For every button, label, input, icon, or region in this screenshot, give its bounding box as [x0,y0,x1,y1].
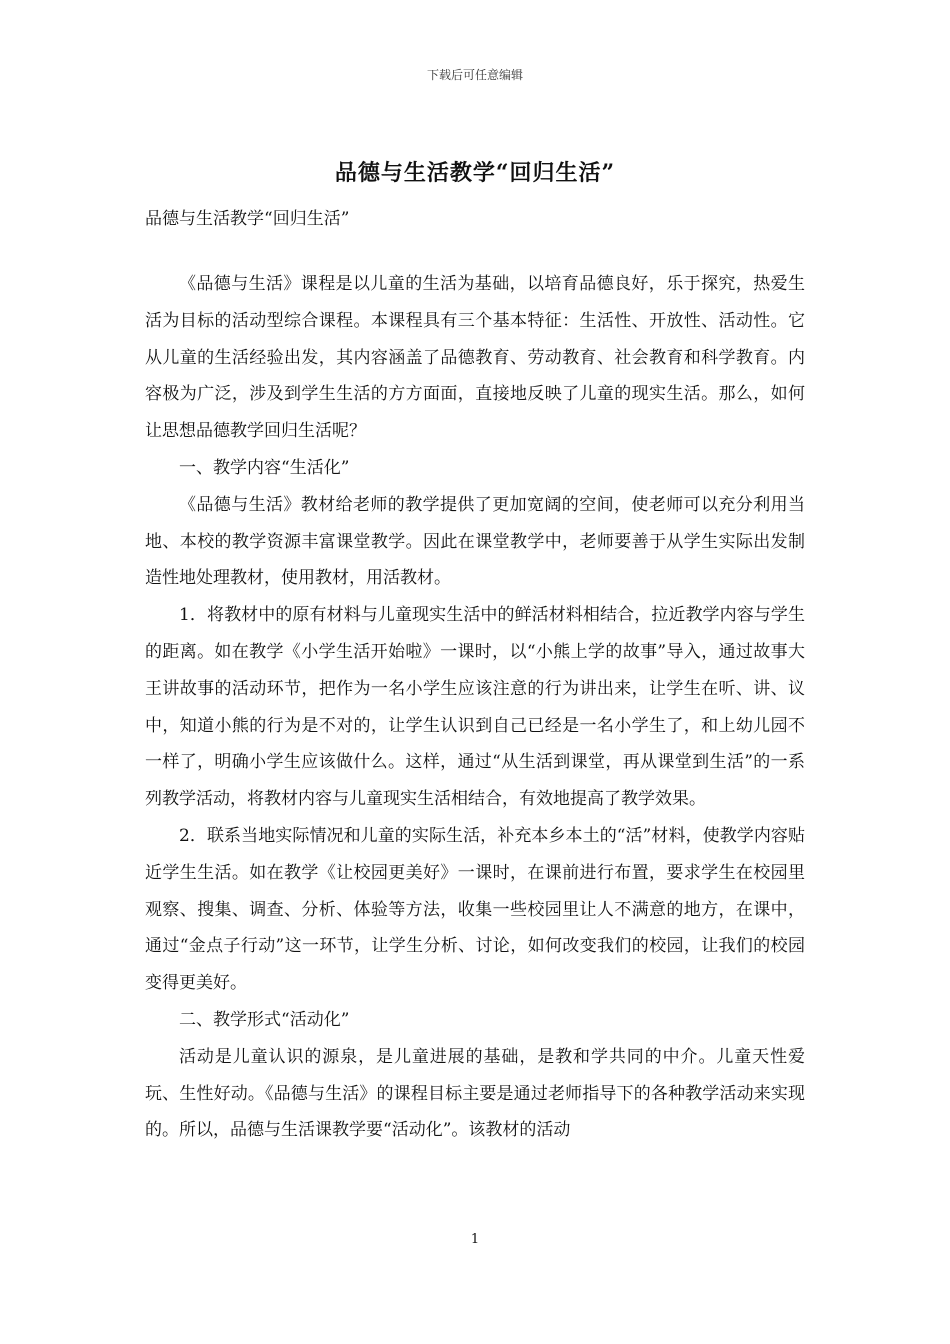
header-note: 下载后可任意编辑 [426,68,523,82]
document-subtitle: 品德与生活教学“回归生活” [145,209,350,229]
paragraph-section-2: 活动是儿童认识的源泉，是儿童进展的基础，是教和学共同的中介。儿童天性爱玩、生性好动。《品德与生活》的课程目标主要是通过老师指导下的各种教学活动来实现的。所以，品德与生活课教学要“活动化”。该教材的活动 [145,1046,805,1141]
document-body [145,266,805,1149]
section-heading-2: 二、教学形式“活动化” [179,1009,350,1030]
paragraph-point-1: 1．将教材中的原有材料与儿童现实生活中的鲜活材料相结合，拉近教学内容与学生的距离。如在教学《小学生活开始啦》一课时，以“小熊上学的故事”导入，通过故事大王讲故事的活动环节，把作为一名小学生应该注意的行为讲出来，让学生在听、讲、议中，知道小熊的行为是不对的，让学生认识到自己已经是一名小学生了，和上幼儿园不一样了，明确小学生应该做什么。这样，通过“从生活到课堂，再从课堂到生活”的一系列教学活动，将教材内容与儿童现实生活相结合，有效地提高了教学效果。 [145,605,805,810]
page-number: 1 [470,1232,480,1247]
paragraph-point-2: 2．联系当地实际情况和儿童的实际生活，补充本乡本土的“活”材料，使教学内容贴近学生生活。如在教学《让校园更美好》一课时，在课前进行布置，要求学生在校园里观察、搜集、调查、分析、体验等方法，收集一些校园里让人不满意的地方，在课中，通过“金点子行动”这一环节，让学生分析、讨论，如何改变我们的校园，让我们的校园变得更美好。 [145,825,805,994]
paragraph-section-1: 《品德与生活》教材给老师的教学提供了更加宽阔的空间，使老师可以充分利用当地、本校的教学资源丰富课堂教学。因此在课堂教学中，老师要善于从学生实际出发制造性地处理教材，使用教材，用活教材。 [145,494,805,589]
section-heading-1: 一、教学内容“生活化” [179,457,350,478]
document-title: 品德与生活教学“回归生活” [334,160,616,186]
paragraph-intro: 《品德与生活》课程是以儿童的生活为基础，以培育品德良好，乐于探究，热爱生活为目标的活动型综合课程。本课程具有三个基本特征：生活性、开放性、活动性。它从儿童的生活经验出发，其内容涵盖了品德教育、劳动教育、社会教育和科学教育。内容极为广泛，涉及到学生生活的方方面面，直接地反映了儿童的现实生活。那么，如何让思想品德教学回归生活呢？ [145,274,805,442]
